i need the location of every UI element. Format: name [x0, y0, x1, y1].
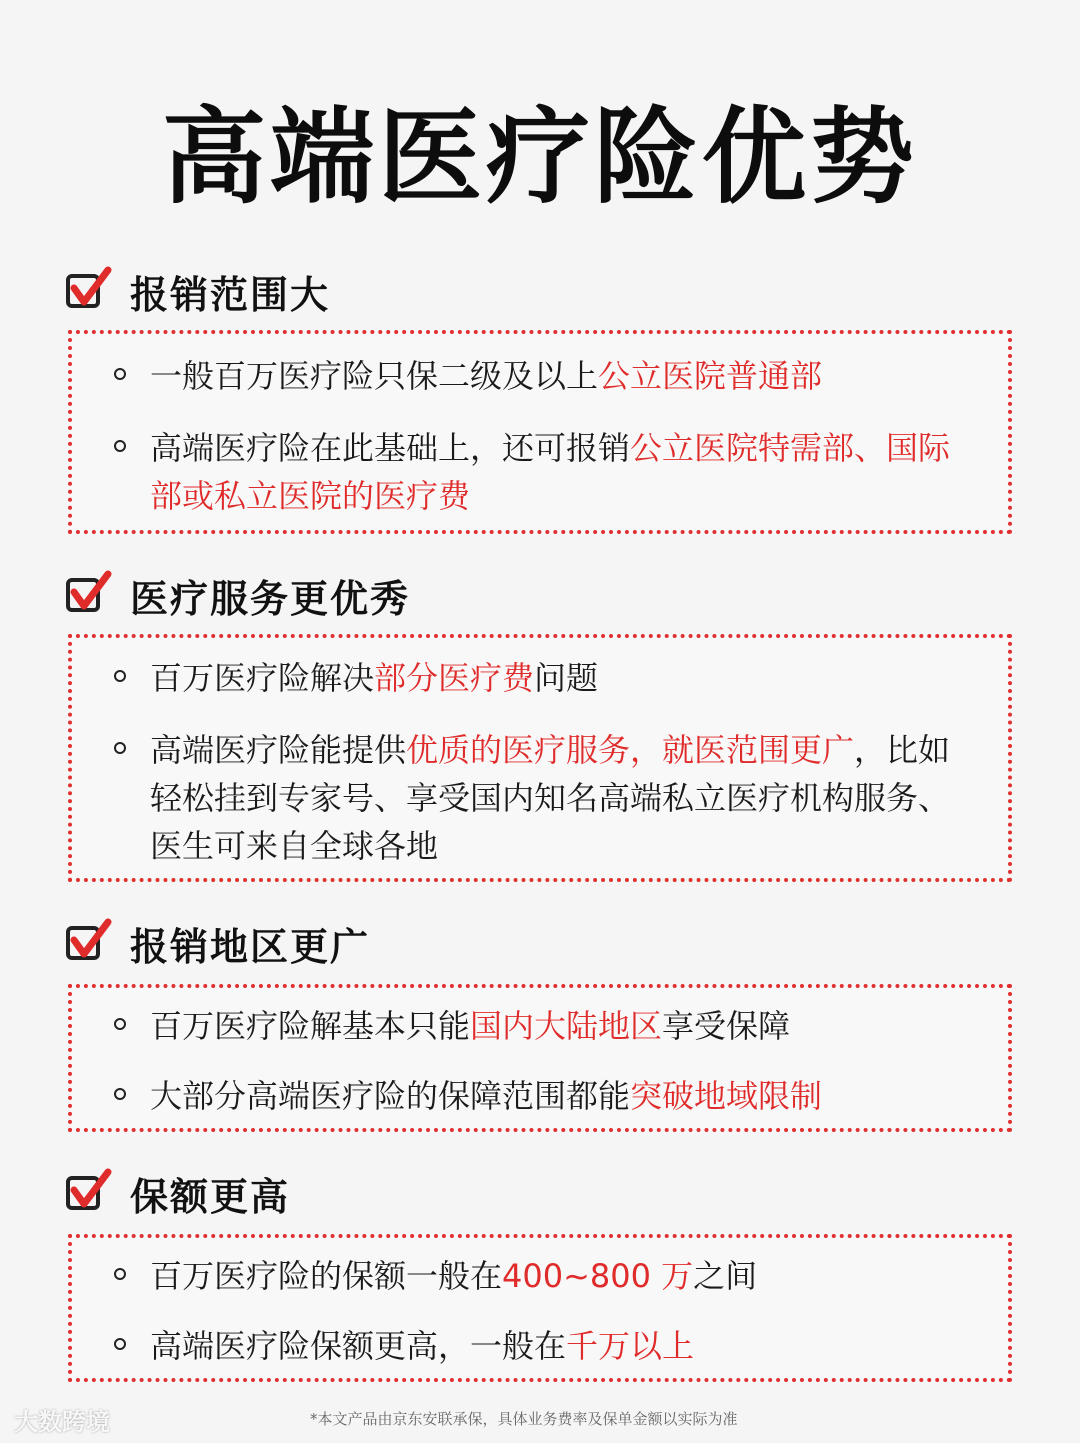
- checkbox-checked-icon: [66, 922, 108, 964]
- section-header-4: [66, 1168, 290, 1218]
- bullet-highlight: 部分医疗费: [374, 659, 535, 697]
- checkbox-checked-icon: [66, 1172, 108, 1214]
- bullet-text: 高端医疗险在此基础上，还可报销: [150, 429, 631, 467]
- bullet-text: 享受保障: [662, 1007, 791, 1045]
- bullet-text: 百万医疗险的保额一般在: [150, 1257, 503, 1295]
- watermark-logo: 大数跨境: [14, 1408, 110, 1436]
- bullet-item: [114, 654, 974, 702]
- bullet-highlight: 公立医院特需部、国际部或私立医院的医疗费: [150, 429, 951, 515]
- section-title: 报销范围大: [130, 272, 331, 317]
- section-header-2: [66, 570, 410, 620]
- bullet-text: ，比如轻松挂到专家号、享受国内知名高端私立医疗机构服务、医生可来自全球各地: [150, 731, 951, 865]
- disclaimer-footer: *本文产品由京东安联承保，具体业务费率及保单金额以实际为准: [310, 1410, 738, 1428]
- bullet-highlight: 突破地域限制: [630, 1077, 823, 1115]
- bullet-item: [114, 726, 974, 870]
- bullet-text: 问题: [534, 659, 599, 697]
- page-title: 高端医疗险优势: [161, 96, 918, 218]
- section-title: 医疗服务更优秀: [130, 576, 411, 621]
- section-card-2: [68, 634, 1012, 882]
- bullet-highlight: 千万以上: [566, 1327, 695, 1365]
- hollow-circle-bullet-icon: [114, 1088, 126, 1100]
- bullet-text: 一般百万医疗险只保二级及以上: [150, 357, 599, 395]
- section-title: 报销地区更广: [130, 924, 371, 969]
- bullet-text: 高端医疗险能提供: [150, 731, 407, 769]
- bullet-item: [114, 1252, 974, 1300]
- bullet-highlight: 国内大陆地区: [470, 1007, 663, 1045]
- section-card-1: [68, 330, 1012, 534]
- bullet-text: 大部分高端医疗险的保障范围都能: [150, 1077, 631, 1115]
- bullet-text: 百万医疗险解基本只能: [150, 1007, 471, 1045]
- bullet-highlight: 优质的医疗服务，就医范围更广: [406, 731, 855, 769]
- hollow-circle-bullet-icon: [114, 1018, 126, 1030]
- hollow-circle-bullet-icon: [114, 368, 126, 380]
- hollow-circle-bullet-icon: [114, 1338, 126, 1350]
- checkbox-checked-icon: [66, 270, 108, 312]
- bullet-highlight: 400~800 万: [502, 1257, 694, 1295]
- hollow-circle-bullet-icon: [114, 742, 126, 754]
- bullet-text: 高端医疗险保额更高，一般在: [150, 1327, 567, 1365]
- section-title: 保额更高: [130, 1174, 291, 1219]
- hollow-circle-bullet-icon: [114, 1268, 126, 1280]
- bullet-item: [114, 1072, 974, 1120]
- checkbox-checked-icon: [66, 574, 108, 616]
- section-header-1: [66, 266, 330, 316]
- bullet-text: 之间: [693, 1257, 758, 1295]
- section-card-3: [68, 984, 1012, 1132]
- section-header-3: [66, 918, 370, 968]
- bullet-highlight: 公立医院普通部: [598, 357, 823, 395]
- hollow-circle-bullet-icon: [114, 670, 126, 682]
- bullet-item: [114, 1322, 974, 1370]
- bullet-item: [114, 1002, 974, 1050]
- bullet-item: [114, 424, 974, 520]
- bullet-item: [114, 352, 974, 400]
- hollow-circle-bullet-icon: [114, 440, 126, 452]
- bullet-text: 百万医疗险解决: [150, 659, 375, 697]
- section-card-4: [68, 1234, 1012, 1382]
